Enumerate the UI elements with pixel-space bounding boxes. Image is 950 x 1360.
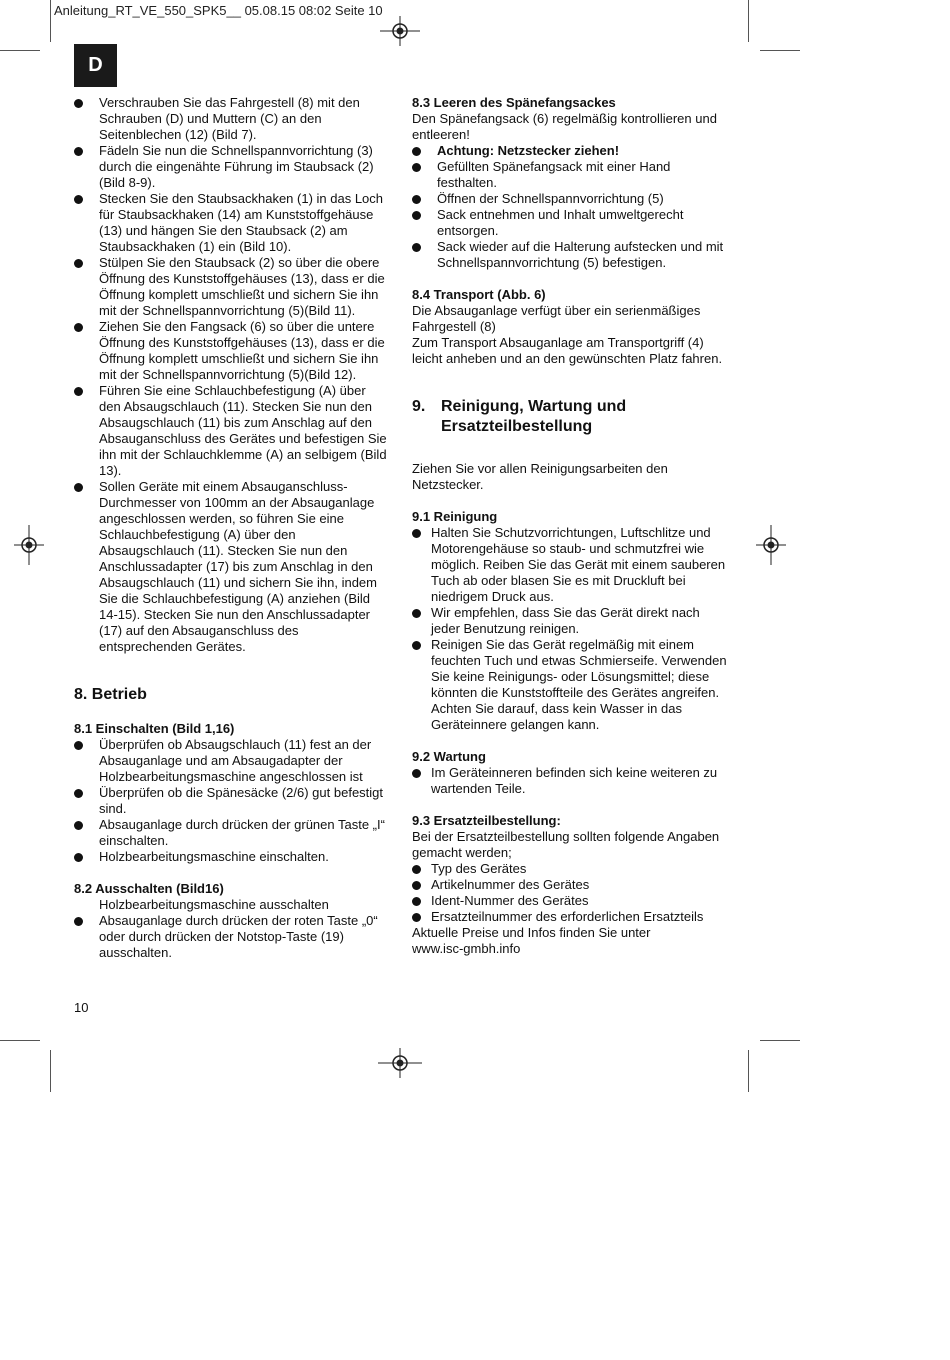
paragraph: Ziehen Sie vor allen Reinigungsarbeiten den Netzstecker.: [412, 461, 668, 492]
list-item: Typ des Gerätes: [412, 861, 730, 877]
bullet-icon: [74, 99, 83, 108]
paragraph: Zum Transport Absauganlage am Transportgriff (4) leicht anheben und an den gewünschten Platz fahren.: [412, 335, 723, 366]
bullet-icon: [412, 881, 421, 890]
bullet-icon: [412, 641, 421, 650]
list-item: Halten Sie Schutzvorrichtungen, Luftschlitze und Motorengehäuse so staub- und schmutzfrei wie möglich. Reiben Sie das Gerät mit einem sauberen Tuch ab oder blasen Sie es mit Druckluft bei niedrigem Druck aus.: [412, 525, 730, 605]
left-column: [74, 95, 390, 961]
list-item: Sack wieder auf die Halterung aufstecken und mit Schnellspannvorrichtung (5) befestigen.: [412, 239, 730, 271]
bullet-icon: [74, 323, 83, 332]
crop-mark: [748, 1050, 749, 1092]
list-item: Im Geräteinneren befinden sich keine weiteren zu wartenden Teile.: [412, 765, 730, 797]
subsection-heading: 8.1 Einschalten (Bild 1,16): [74, 721, 235, 736]
list-item: Gefüllten Spänefangsack mit einer Hand festhalten.: [412, 159, 730, 191]
paragraph: Den Spänefangsack (6) regelmäßig kontrollieren und entleeren!: [412, 111, 717, 142]
bullet-icon: [412, 195, 421, 204]
paragraph: Aktuelle Preise und Infos finden Sie unter: [412, 925, 651, 940]
bullet-icon: [74, 789, 83, 798]
registration-mark-icon: [378, 1048, 422, 1078]
registration-mark-icon: [14, 525, 44, 565]
paragraph: Holzbearbeitungsmaschine ausschalten: [99, 897, 329, 912]
bullet-icon: [74, 147, 83, 156]
bullet-icon: [412, 865, 421, 874]
bullet-icon: [412, 529, 421, 538]
list-item: Sack entnehmen und Inhalt umweltgerecht entsorgen.: [412, 207, 730, 239]
section-title: Reinigung, Wartung und Ersatzteilbestellung: [441, 398, 627, 435]
subsection-heading: 8.3 Leeren des Spänefangsackes: [412, 95, 616, 110]
bullet-icon: [74, 821, 83, 830]
bullet-icon: [74, 387, 83, 396]
subsection-heading: 8.2 Ausschalten (Bild16): [74, 881, 224, 896]
section-heading: [412, 397, 730, 437]
print-slug: Anleitung_RT_VE_550_SPK5__ 05.08.15 08:02 Seite 10: [54, 3, 383, 18]
bullet-icon: [74, 195, 83, 204]
bullet-icon: [412, 243, 421, 252]
list-item: Überprüfen ob die Spänesäcke (2/6) gut befestigt sind.: [74, 785, 390, 817]
bullet-icon: [74, 483, 83, 492]
crop-mark: [50, 0, 51, 42]
bullet-icon: [412, 897, 421, 906]
list-item: Reinigen Sie das Gerät regelmäßig mit einem feuchten Tuch und etwas Schmierseife. Verwenden Sie keine Reinigungs- oder Lösungsmittel; diese könnten die Kunststoffteile des Gerätes angreifen. Achten Sie darauf, dass kein Wasser in das Geräteinnere gelangen kann.: [412, 637, 730, 733]
paragraph: Die Absauganlage verfügt über ein serienmäßiges Fahrgestell (8): [412, 303, 701, 334]
right-column: [412, 95, 730, 957]
bullet-icon: [74, 741, 83, 750]
registration-mark-icon: [756, 525, 786, 565]
list-item: Führen Sie eine Schlauchbefestigung (A) über den Absaugschlauch (11). Stecken Sie nun den Absaugschlauch (11) bis zum Anschlag auf den Absauganschluss des Gerätes und befestigen Sie ihn mit der Schlauchklemme (A) an selbigem (Bild 13).: [74, 383, 390, 479]
subsection-heading: 9.3 Ersatzteilbestellung:: [412, 813, 561, 828]
crop-mark: [748, 0, 749, 42]
bullet-icon: [412, 163, 421, 172]
crop-mark: [760, 50, 800, 51]
crop-mark: [50, 1050, 51, 1092]
bullet-icon: [412, 211, 421, 220]
list-item: Stülpen Sie den Staubsack (2) so über die obere Öffnung des Kunststoffgehäuses (13), dass er die Öffnung komplett umschließt und sichern Sie ihn mit der Schnellspannvorrichtung (5)(Bild 11).: [74, 255, 390, 319]
list-item: Artikelnummer des Gerätes: [412, 877, 730, 893]
crop-mark: [0, 50, 40, 51]
list-item: Ersatzteilnummer des erforderlichen Ersatzteils: [412, 909, 730, 925]
registration-mark-icon: [380, 16, 420, 46]
warning-item: Achtung: Netzstecker ziehen!: [412, 143, 730, 159]
list-item: Ident-Nummer des Gerätes: [412, 893, 730, 909]
paragraph: Bei der Ersatzteilbestellung sollten folgende Angaben gemacht werden;: [412, 829, 720, 860]
subsection-heading: 9.1 Reinigung: [412, 509, 498, 524]
subsection-heading: 9.2 Wartung: [412, 749, 486, 764]
list-item: Ziehen Sie den Fangsack (6) so über die untere Öffnung des Kunststoffgehäuses (13), dass er die Öffnung komplett umschließt und sichern Sie ihn mit der Schnellspannvorrichtung (5)(Bild 12).: [74, 319, 390, 383]
list-item: Öffnen der Schnellspannvorrichtung (5): [412, 191, 730, 207]
page-number: 10: [74, 1000, 89, 1015]
bullet-icon: [412, 147, 421, 156]
list-item: Absauganlage durch drücken der grünen Taste „I“ einschalten.: [74, 817, 390, 849]
list-item: Verschrauben Sie das Fahrgestell (8) mit den Schrauben (D) und Muttern (C) an den Seitenblechen (12) (Bild 7).: [74, 95, 390, 143]
list-item: Holzbearbeitungsmaschine einschalten.: [74, 849, 390, 865]
bullet-icon: [412, 913, 421, 922]
list-item: Fädeln Sie nun die Schnellspannvorrichtung (3) durch die eingenähte Führung im Staubsack (2) (Bild 8-9).: [74, 143, 390, 191]
bullet-icon: [412, 609, 421, 618]
section-heading: 8. Betrieb: [74, 686, 147, 703]
list-item: Überprüfen ob Absaugschlauch (11) fest an der Absauganlage und am Absaugadapter der Holzbearbeitungsmaschine angeschlossen ist: [74, 737, 390, 785]
bullet-icon: [74, 917, 83, 926]
subsection-heading: 8.4 Transport (Abb. 6): [412, 287, 546, 302]
crop-mark: [0, 1040, 40, 1041]
language-tab: D: [74, 44, 117, 87]
list-item: Wir empfehlen, dass Sie das Gerät direkt nach jeder Benutzung reinigen.: [412, 605, 730, 637]
list-item: Absauganlage durch drücken der roten Taste „0“ oder durch drücken der Notstop-Taste (19) ausschalten.: [74, 913, 390, 961]
list-item: Stecken Sie den Staubsackhaken (1) in das Loch für Staubsackhaken (14) am Kunststoffgehäuse (13) und hängen Sie den Staubsack (2) am Staubsackhaken (1) ein (Bild 10).: [74, 191, 390, 255]
bullet-icon: [74, 853, 83, 862]
bullet-icon: [412, 769, 421, 778]
website-link: www.isc-gmbh.info: [412, 941, 521, 956]
section-number: 9.: [412, 398, 426, 415]
bullet-icon: [74, 259, 83, 268]
list-item: Sollen Geräte mit einem Absauganschluss-Durchmesser von 100mm an der Absauganlage angeschlossen werden, so führen Sie eine Schlauchbefestigung (A) über den Absaugschlauch (11). Stecken Sie nun den Anschlussadapter (17) bis zum Anschlag in den Absaugschlauch (11) und sichern Sie ihn, indem Sie die Schlauchbefestigung (A) anziehen (Bild 14-15). Stecken Sie nun den Anschlussadapter (17) auf den Absauganschluss des entsprechenden Gerätes.: [74, 479, 390, 655]
crop-mark: [760, 1040, 800, 1041]
